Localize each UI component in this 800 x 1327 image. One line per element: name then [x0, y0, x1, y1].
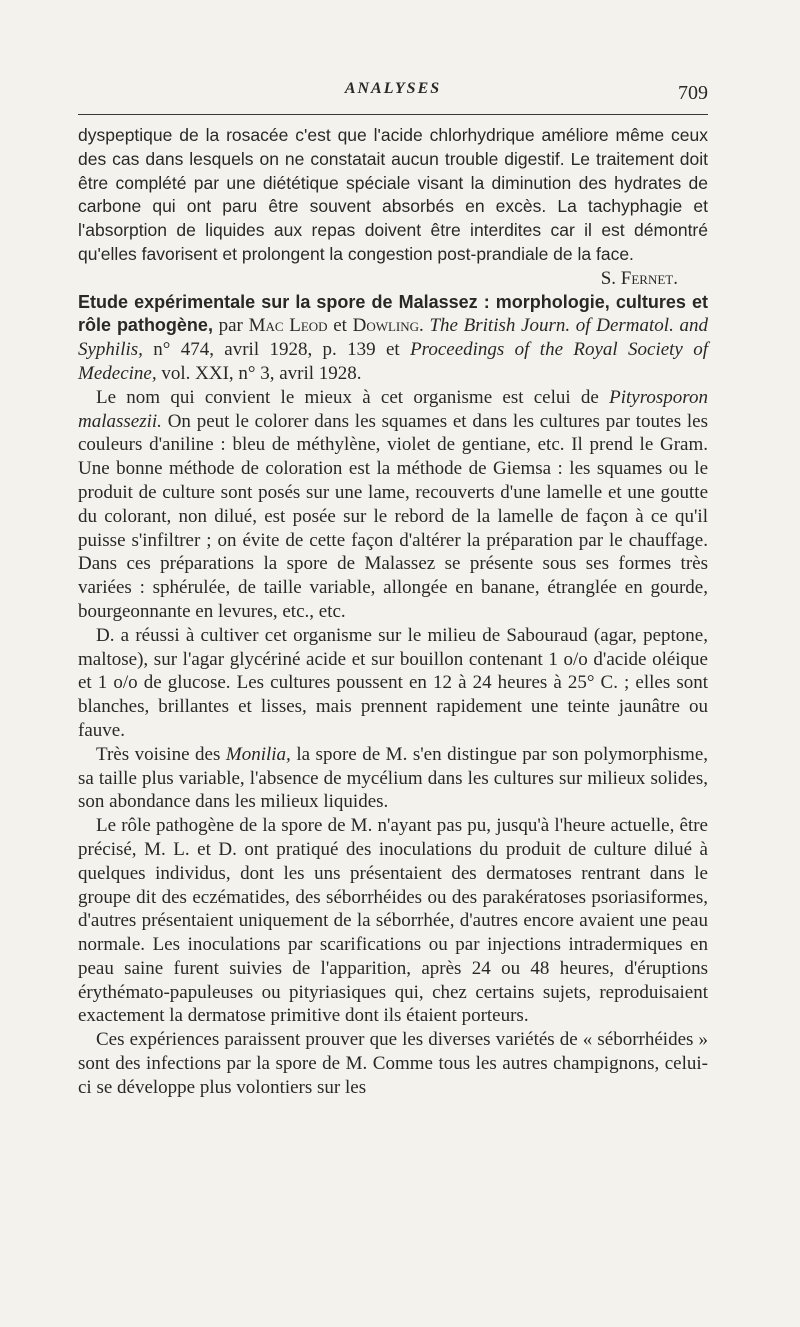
article-volume-1: n° 474, avril 1928, p. 139 et — [142, 339, 411, 361]
paragraph-4 — [78, 743, 708, 814]
signature-name: Fernet. — [620, 267, 678, 289]
paragraph-5: Le rôle pathogène de la spore de M. n'ayant pas pu, jusqu'à l'heure actuelle, être précisé, M. L. et D. ont pratiqué des inoculations du produit de culture dilué à quelques individus, dont les uns présentaient des dermatoses rentrant dans le groupe dit des eczématides, des séborrhéides ou des parakératoses psoriasiformes, d'autres présentaient uniquement de la séborrhée, d'autres encore avaient une peau normale. Les inoculations par scarifications ou par injections intradermiques en peau saine furent suivies de l'apparition, après 24 ou 48 heures, d'éruptions érythémato-papuleuses ou pityriasiques qui, chez certains sujets, reproduisaient exactement la dermatose primitive dont ils étaient porteurs. — [78, 815, 708, 1027]
article-journal-2: Proceedings of the Royal Society of Medecine, — [78, 339, 708, 384]
paragraph-4-part-1: Très voisine des — [96, 743, 226, 765]
running-head: ANALYSES — [344, 80, 442, 97]
article-volume-2: vol. XXI, n° 3, avril 1928. — [156, 362, 362, 384]
article-journal-1: The British Journ. of Dermatol. and Syphilis, — [78, 315, 709, 361]
paragraph-2-species: Pityrosporon malassezii. — [78, 386, 708, 432]
article-author-2: Dowling. — [352, 315, 424, 337]
paragraph-2-part-2: On peut le colorer dans les squames et dans les cultures par toutes les couleurs d'aniline : bleu de méthylène, violet de gentiane, etc. Il prend le Gram. Une bonne méthode de coloration est la méthode de Giemsa : les squames ou le produit de culture sont posés sur une lame, recouverts d'une lamelle et une goutte du colorant, non dilué, est posée sur le rebord de la lamelle de façon à ce qu'il puisse s'infiltrer ; on évite de cette façon d'altérer la préparation par le chauffage. Dans ces préparations la spore de Malassez se présente sous ses formes très variées : sphérulée, de taille variable, allongée en banane, étranglée en gourde, bourgeonnante en levures, etc., etc. — [78, 410, 708, 622]
header-rule — [78, 114, 708, 115]
page-header — [78, 80, 708, 110]
page-body — [78, 124, 708, 1100]
paragraph-1: dyspeptique de la rosacée c'est que l'acide chlorhydrique améliore même ceux des cas dans lesquels on ne constatait aucun trouble digestif. Le traitement doit être complété par une diététique spéciale visant la diminution des hydrates de carbone qui ont paru être souvent absorbés en excès. La tachyphagie et l'absorption de liquides aux repas doivent être interdites car il est démontré qu'elles favorisent et prolongent la congestion post-prandiale de la face. — [78, 125, 708, 264]
article-title: Etude expérimentale sur la spore de Malassez : morphologie, cultures et rôle pathogène, — [78, 291, 708, 336]
signature-initial: S. — [600, 267, 617, 289]
paragraph-3: D. a réussi à cultiver cet organisme sur le milieu de Sabouraud (agar, peptone, maltose), sur l'agar glycériné acide et sur bouillon contenant 1 o/o d'acide oléique et 1 o/o de glucose. Les cultures poussent en 12 à 24 heures à 25° C. ; elles sont blanches, brillantes et lisses, mais prennent rapidement une teinte jaunâtre ou fauve. — [78, 624, 708, 741]
page-number: 709 — [678, 82, 708, 104]
signature — [78, 267, 708, 291]
article-et: et — [327, 315, 353, 337]
paragraph-4-genus: Monilia, — [225, 743, 291, 765]
paragraph-2 — [78, 386, 708, 624]
article-author-1: Mac Leod — [248, 315, 328, 337]
article-par: par — [212, 315, 249, 337]
paragraph-4-part-2: la spore de M. s'en distingue par son polymorphisme, sa taille plus variable, l'absence de mycélium dans les cultures sur milieux solides, son abondance dans les milieux liquides. — [78, 743, 709, 813]
paragraph-6: Ces expériences paraissent prouver que les diverses variétés de « séborrhéides » sont des infections par la spore de M. Comme tous les autres champignons, celui-ci se développe plus volontiers sur les — [78, 1029, 708, 1098]
article-heading — [78, 291, 708, 386]
paragraph-2-part-1: Le nom qui convient le mieux à cet organisme est celui de — [96, 386, 610, 408]
